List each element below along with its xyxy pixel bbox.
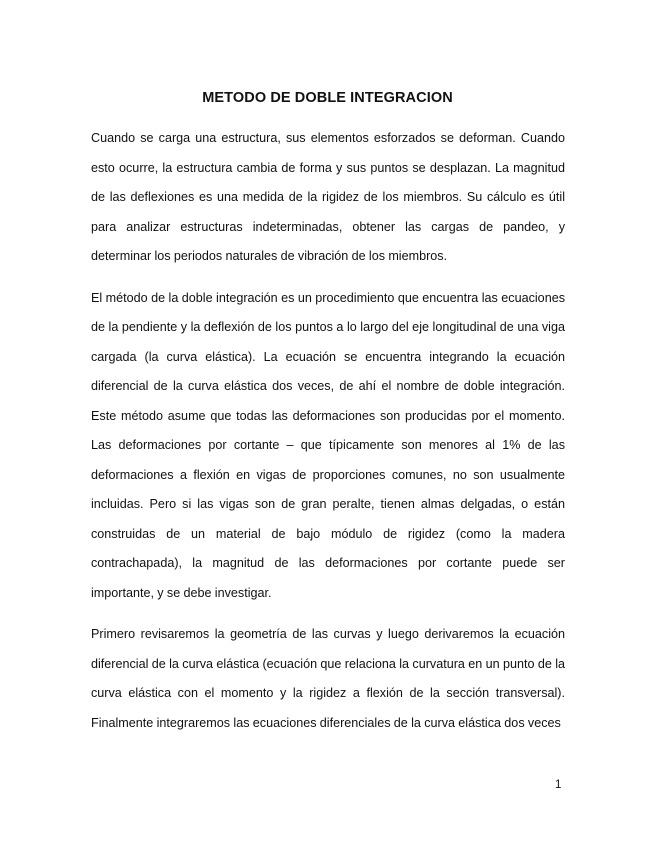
page-number: 1 bbox=[555, 779, 562, 791]
document-body bbox=[91, 124, 565, 750]
paragraph-1: Cuando se carga una estructura, sus elementos esforzados se deforman. Cuando esto ocurre, la estructura cambia de forma y sus puntos se desplazan. La magnitud de las deflexiones es una medida de la rigidez de los miembros. Su cálculo es útil para analizar estructuras indeterminadas, obtener las cargas de pandeo, y determinar los periodos naturales de vibración de los miembros. bbox=[91, 131, 565, 263]
paragraph-3: Primero revisaremos la geometría de las curvas y luego derivaremos la ecuación diferencial de la curva elástica (ecuación que relaciona la curvatura en un punto de la curva elástica con el momento y la rigidez a flexión de la sección transversal). Finalmente integraremos las ecuaciones diferenciales de la curva elástica dos veces bbox=[91, 627, 565, 730]
paragraph-2: El método de la doble integración es un procedimiento que encuentra las ecuaciones de la pendiente y la deflexión de los puntos a lo largo del eje longitudinal de una viga cargada (la curva elástica). La ecuación se encuentra integrando la ecuación diferencial de la curva elástica dos veces, de ahí el nombre de doble integración. Este método asume que todas las deformaciones son producidas por el momento. Las deformaciones por cortante – que típicamente son menores al 1% de las deformaciones a flexión en vigas de proporciones comunes, no son usualmente incluidas. Pero si las vigas son de gran peralte, tienen almas delgadas, o están construidas de un material de bajo módulo de rigidez (como la madera contrachapada), la magnitud de las deformaciones por cortante puede ser importante, y se debe investigar. bbox=[91, 290, 565, 600]
document-title: METODO DE DOBLE INTEGRACION bbox=[202, 90, 453, 106]
